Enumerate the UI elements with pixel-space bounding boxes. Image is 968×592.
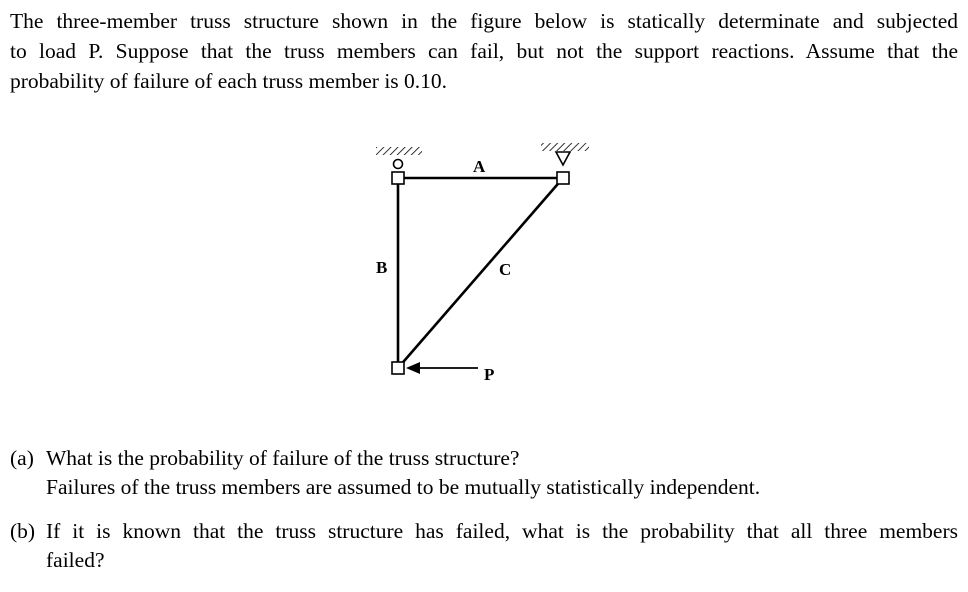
joint-bottom bbox=[392, 362, 404, 374]
joint-top-right bbox=[557, 172, 569, 184]
member-c-label: C bbox=[499, 260, 512, 279]
member-c bbox=[398, 178, 563, 368]
question-a-marker: (a) bbox=[10, 446, 34, 470]
question-b-line-1: If it is known that the truss structure has failed, what is the probability that all three members bbox=[46, 519, 958, 543]
load-p-label: P bbox=[484, 365, 495, 384]
question-a-text: What is the probability of failure of the truss structure? bbox=[46, 446, 520, 470]
right-support-roller bbox=[556, 152, 570, 165]
left-support-ground bbox=[376, 147, 422, 155]
intro-line-1: The three-member truss structure shown in the figure below is statically determinate and subjected bbox=[10, 9, 958, 33]
member-a-label: A bbox=[473, 157, 486, 176]
joint-top-left bbox=[392, 172, 404, 184]
intro-line-3: probability of failure of each truss member is 0.10. bbox=[10, 69, 448, 93]
question-a-note: Failures of the truss members are assumed to be mutually statistically independent. bbox=[46, 475, 761, 499]
left-support-pin bbox=[394, 160, 403, 169]
intro-line-2: to load P. Suppose that the truss members can fail, but not the support reactions. Assume that the bbox=[10, 39, 958, 63]
question-b-line-2: failed? bbox=[46, 548, 105, 572]
right-support-ground bbox=[541, 143, 589, 151]
load-arrow bbox=[406, 362, 478, 374]
question-b-marker: (b) bbox=[10, 519, 36, 543]
member-b-label: B bbox=[376, 258, 388, 277]
question-b bbox=[10, 517, 958, 575]
question-a bbox=[10, 444, 958, 502]
